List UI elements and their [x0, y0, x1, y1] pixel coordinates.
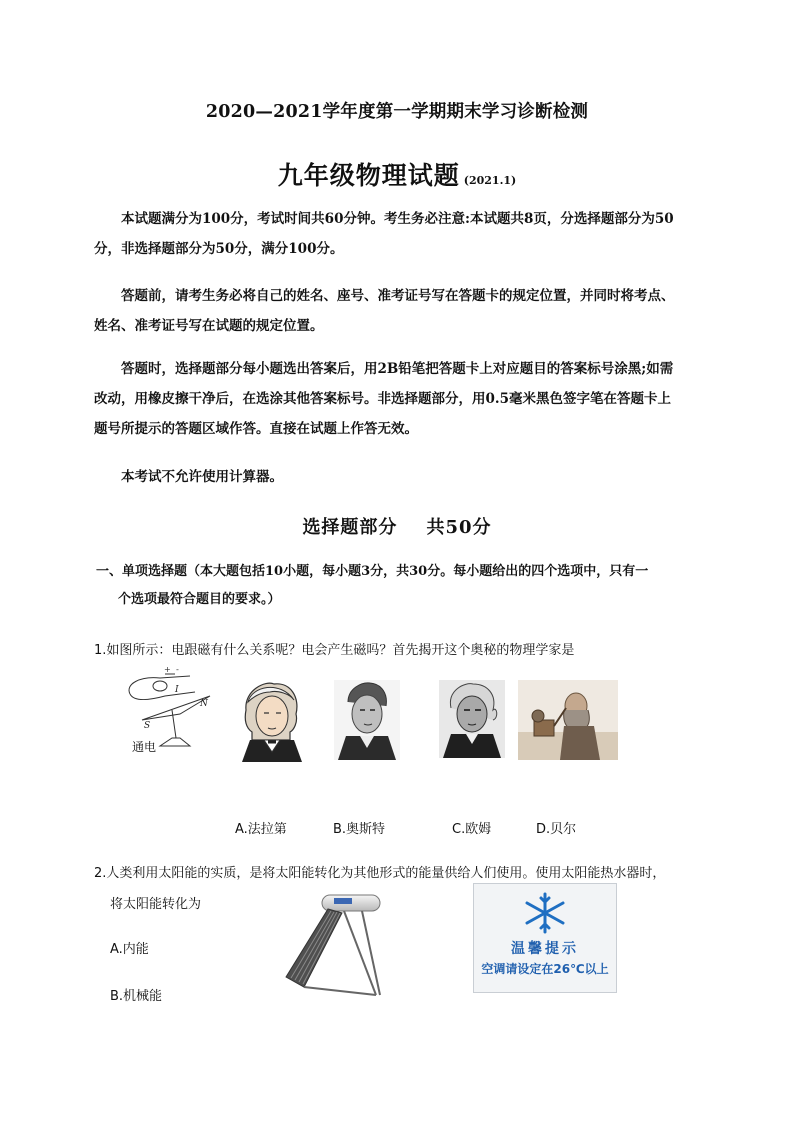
portrait-bell [518, 680, 618, 760]
portrait-ohm [439, 680, 505, 758]
svg-text:-: - [176, 666, 179, 674]
snowflake-icon [517, 890, 573, 936]
instruction-paragraph-2 [94, 281, 706, 341]
instruction-line: 姓名、准考证号写在试题的规定位置。 [94, 318, 324, 334]
sign-title: 温馨提示 [511, 941, 579, 957]
solar-water-heater-image [282, 885, 386, 1003]
portrait-faraday [236, 680, 306, 762]
instruction-paragraph-3 [94, 354, 706, 444]
q1-option-d[interactable]: D.贝尔 [536, 822, 577, 837]
subject-title-line [0, 156, 794, 192]
figure-powered-label: 通电 [132, 740, 157, 754]
part1-line: 个选项最符合题目的要求。） [118, 592, 281, 607]
q2-option-a[interactable]: A.内能 [110, 942, 149, 957]
q1-option-b[interactable]: B.奥斯特 [333, 822, 386, 837]
sign-text: 空调请设定在26℃以上 [481, 962, 609, 976]
portrait-oersted [334, 680, 400, 760]
question-1-text: 1.如图所示：电跟磁有什么关系呢？电会产生磁吗？首先揭开这个奥秘的物理学家是 [94, 643, 575, 658]
subject-title: 九年级物理试题 [277, 161, 460, 190]
instruction-paragraph-4 [94, 462, 706, 492]
section-title: 选择题部分 共50分 [302, 517, 492, 538]
exam-title: 2020—2021学年度第一学期期末学习诊断检测 [205, 102, 589, 122]
question-2-text-line2: 将太阳能转化为 [110, 897, 202, 912]
instruction-line: 本考试不允许使用计算器。 [121, 469, 283, 485]
question-2-text-line1: 2.人类利用太阳能的实质，是将太阳能转化为其他形式的能量供给人们使用。使用太阳能热水器时， [94, 866, 666, 881]
instruction-line: 答题前，请考生务必将自己的姓名、座号、准考证号写在答题卡的规定位置，并同时将考点、 [121, 288, 675, 304]
instruction-line: 改动，用橡皮擦干净后，在选涂其他答案标号。非选择题部分，用0.5毫米黑色签字笔在答题卡上 [94, 391, 671, 407]
exam-date: (2021.1) [463, 174, 517, 187]
q1-option-c[interactable]: C.欧姆 [452, 822, 492, 837]
figure-current-label: I [175, 685, 179, 695]
part1-line: 一、单项选择题（本大题包括10小题，每小题3分，共30分。每小题给出的四个选项中，只有一 [96, 564, 649, 579]
ac-temperature-sign [473, 883, 617, 993]
instruction-line: 答题时，选择题部分每小题选出答案后，用2B铅笔把答题卡上对应题目的答案标号涂黑;如需 [121, 361, 674, 377]
q2-option-b[interactable]: B.机械能 [110, 989, 163, 1004]
figure-south-label: S [144, 721, 151, 731]
q1-option-a[interactable]: A.法拉第 [235, 822, 287, 837]
svg-text:+: + [164, 666, 171, 674]
part1-instruction [96, 558, 716, 614]
instruction-paragraph-1 [94, 204, 706, 264]
instruction-line: 本试题满分为100分，考试时间共60分钟。考生务必注意:本试题共8页，分选择题部分为50 [121, 211, 674, 227]
instruction-line: 分，非选择题部分为50分，满分100分。 [94, 241, 344, 257]
instruction-line: 题号所提示的答题区域作答。直接在试题上作答无效。 [94, 421, 418, 437]
oersted-apparatus-figure [120, 666, 225, 761]
figure-north-label: N [200, 699, 208, 709]
